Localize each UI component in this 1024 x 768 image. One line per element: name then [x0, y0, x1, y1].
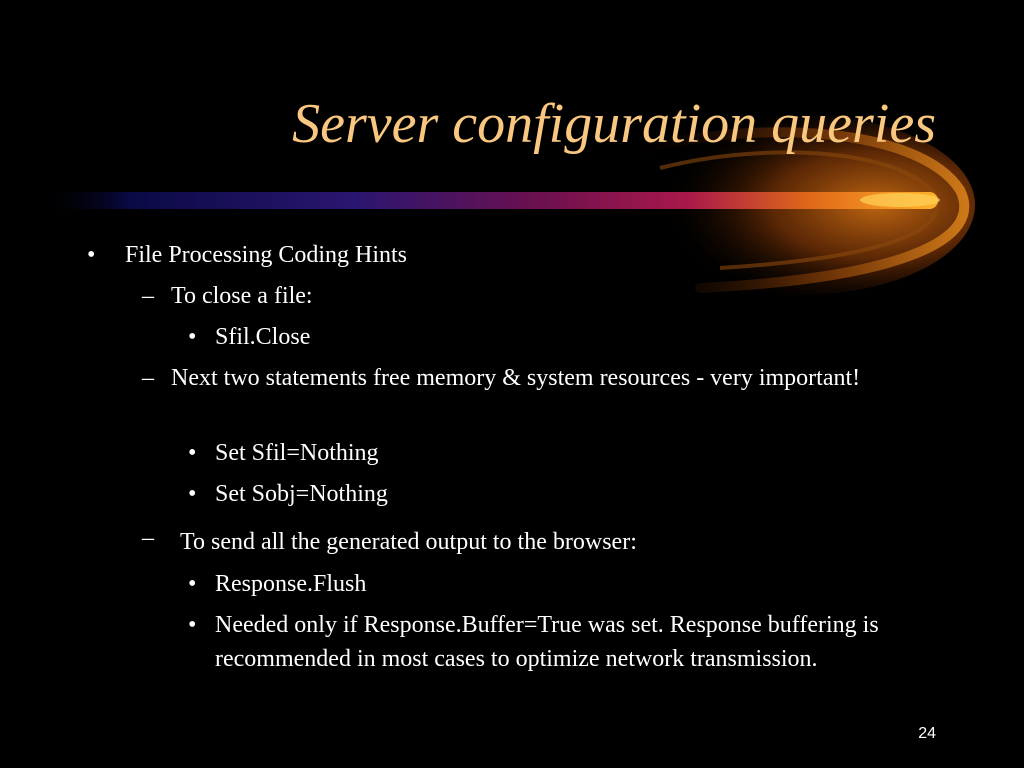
page-number: 24 — [918, 725, 936, 742]
bullet-marker: • — [188, 612, 197, 638]
code-item-set-sfil — [188, 436, 915, 470]
code-item-text: Needed only if Response.Buffer=True was set. Response buffering is recommended in most cases to optimize network transmission. — [215, 612, 879, 672]
bullet-marker: • — [188, 481, 197, 507]
sub-item-text: Next two statements free memory & system resources - very important! — [171, 365, 861, 391]
code-item-text: Response.Flush — [215, 571, 367, 597]
sub-item-text: To send all the generated output to the browser: — [180, 529, 637, 555]
sub-item-send-output — [142, 525, 920, 559]
sub-item-close-file — [142, 279, 911, 313]
code-item-text: Set Sobj=Nothing — [215, 481, 388, 507]
bullet-marker: • — [188, 440, 197, 466]
dash-marker: – — [142, 365, 154, 391]
dash-marker: – — [142, 283, 154, 309]
slide-title: Server configuration queries — [292, 93, 936, 155]
code-item-response-flush — [188, 567, 915, 601]
code-item-sfil-close — [188, 320, 915, 354]
bullet-marker: • — [188, 324, 197, 350]
bullet-marker: • — [188, 571, 197, 597]
code-item-text: Set Sfil=Nothing — [215, 440, 379, 466]
code-item-buffer-note — [188, 608, 927, 676]
bullet-marker: • — [87, 242, 96, 268]
bar-highlight — [860, 193, 940, 207]
code-item-text: Sfil.Close — [215, 324, 311, 350]
bullet-item-file-processing — [87, 238, 905, 272]
bullet-text: File Processing Coding Hints — [125, 242, 408, 268]
sub-item-free-memory — [142, 361, 886, 395]
gradient-bar — [40, 192, 938, 209]
sub-item-text: To close a file: — [171, 283, 313, 309]
dash-marker: – — [142, 525, 154, 551]
code-item-set-sobj — [188, 477, 915, 511]
